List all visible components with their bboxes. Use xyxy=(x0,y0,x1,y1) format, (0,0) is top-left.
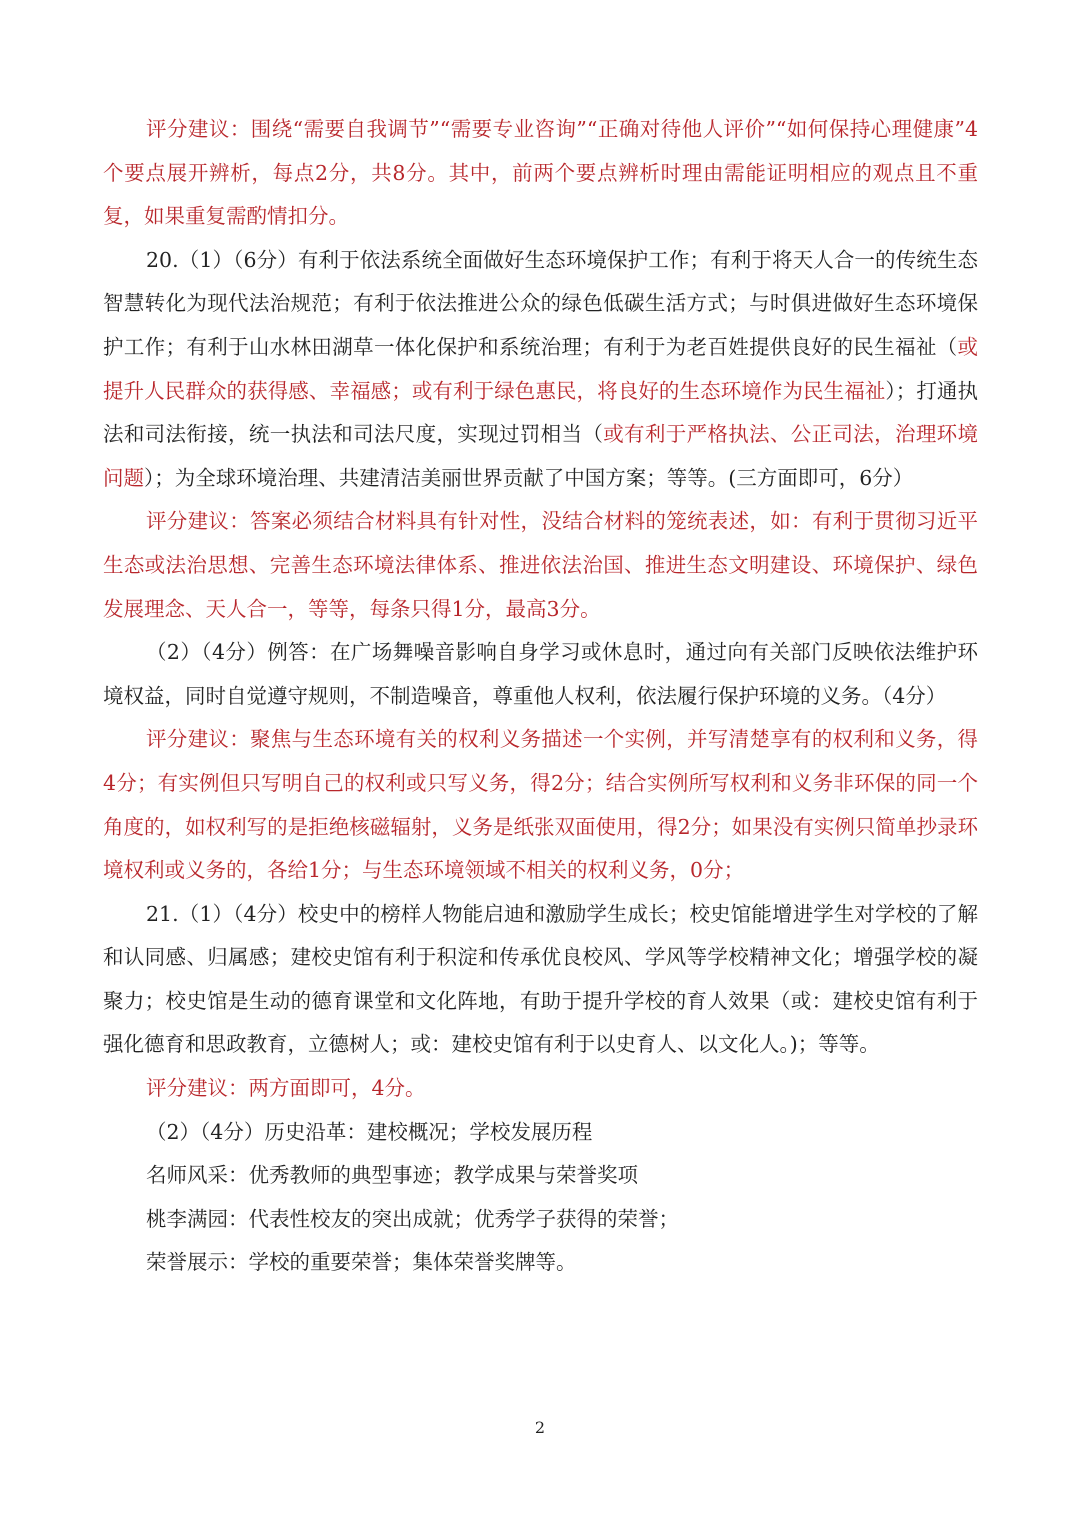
answer-20-1-part-a: 20.（1）（6分）有利于依法系统全面做好生态环境保护工作；有利于将天人合一的传统生态智慧转化为现代法治规范；有利于依法推进公众的绿色低碳生活方式；与时俱进做好生态环境保护工作；有利于山水林田湖草一体化保护和系统治理；有利于为老百姓提供良好的民生福祉（ xyxy=(103,247,978,359)
answer-20-2: （2）（4分）例答：在广场舞噪音影响自身学习或休息时，通过向有关部门反映依法维护环境权益，同时自觉遵守规则，不制造噪音，尊重他人权利，依法履行保护环境的义务。（4分） xyxy=(103,640,978,708)
page-number: 2 xyxy=(534,1418,546,1437)
answer-21-2-line-4: 荣誉展示：学校的重要荣誉；集体荣誉奖牌等。 xyxy=(146,1250,577,1275)
answer-20-1-part-c: ）；为全球环境治理、共建清洁美丽世界贡献了中国方案；等等。(三方面即可，6分） xyxy=(144,465,914,490)
scoring-suggestion-21-1: 评分建议：两方面即可，4分。 xyxy=(146,1076,426,1101)
scoring-suggestion-20-1: 评分建议：答案必须结合材料具有针对性，没结合材料的笼统表述，如：有利于贯彻习近平生态或法治思想、完善生态环境法律体系、推进依法治国、推进生态文明建设、环境保护、绿色发展理念、天人合一，等等，每条只得1分，最高3分。 xyxy=(103,509,978,621)
answer-20-1-alt-b: 或有利于严格执法、公正司法，治理环境问题 xyxy=(103,422,979,490)
answer-21-2-line-2: 名师风采：优秀教师的典型事迹；教学成果与荣誉奖项 xyxy=(146,1163,638,1188)
answer-21-2-line-3: 桃李满园：代表性校友的突出成就；优秀学子获得的荣誉； xyxy=(146,1206,679,1231)
answer-key-content xyxy=(103,108,978,1285)
answer-20-1 xyxy=(103,239,978,501)
scoring-suggestion-19: 评分建议：围绕“需要自我调节”“需要专业咨询”“正确对待他人评价”“如何保持心理健康”4个要点展开辨析，每点2分，共8分。其中，前两个要点辨析时理由需能证明相应的观点且不重复，如果重复需酌情扣分。 xyxy=(103,117,978,229)
answer-21-2-line-1: （2）（4分）历史沿革：建校概况；学校发展历程 xyxy=(146,1119,593,1144)
scoring-suggestion-20-2: 评分建议：聚焦与生态环境有关的权利义务描述一个实例，并写清楚享有的权利和义务，得4分；有实例但只写明自己的权利或只写义务，得2分；结合实例所写权利和义务非环保的同一个角度的，如权利写的是拒绝核磁辐射，义务是纸张双面使用，得2分；如果没有实例只简单抄录环境权利或义务的，各给1分；与生态环境领域不相关的权利义务，0分； xyxy=(103,727,978,883)
answer-21-1: 21.（1）（4分）校史中的榜样人物能启迪和激励学生成长；校史馆能增进学生对学校的了解和认同感、归属感；建校史馆有利于积淀和传承优良校风、学风等学校精神文化；增强学校的凝聚力；校史馆是生动的德育课堂和文化阵地，有助于提升学校的育人效果（或：建校史馆有利于强化德育和思政教育，立德树人；或：建校史馆有利于以史育人、以文化人。)；等等。 xyxy=(103,901,978,1057)
answer-20-1-part-b: ）；打通执法和司法衔接，统一执法和司法尺度，实现过罚相当（ xyxy=(103,378,978,447)
answer-20-1-alt-a: 或提升人民群众的获得感、幸福感；或有利于绿色惠民，将良好的生态环境作为民生福祉 xyxy=(103,334,978,403)
